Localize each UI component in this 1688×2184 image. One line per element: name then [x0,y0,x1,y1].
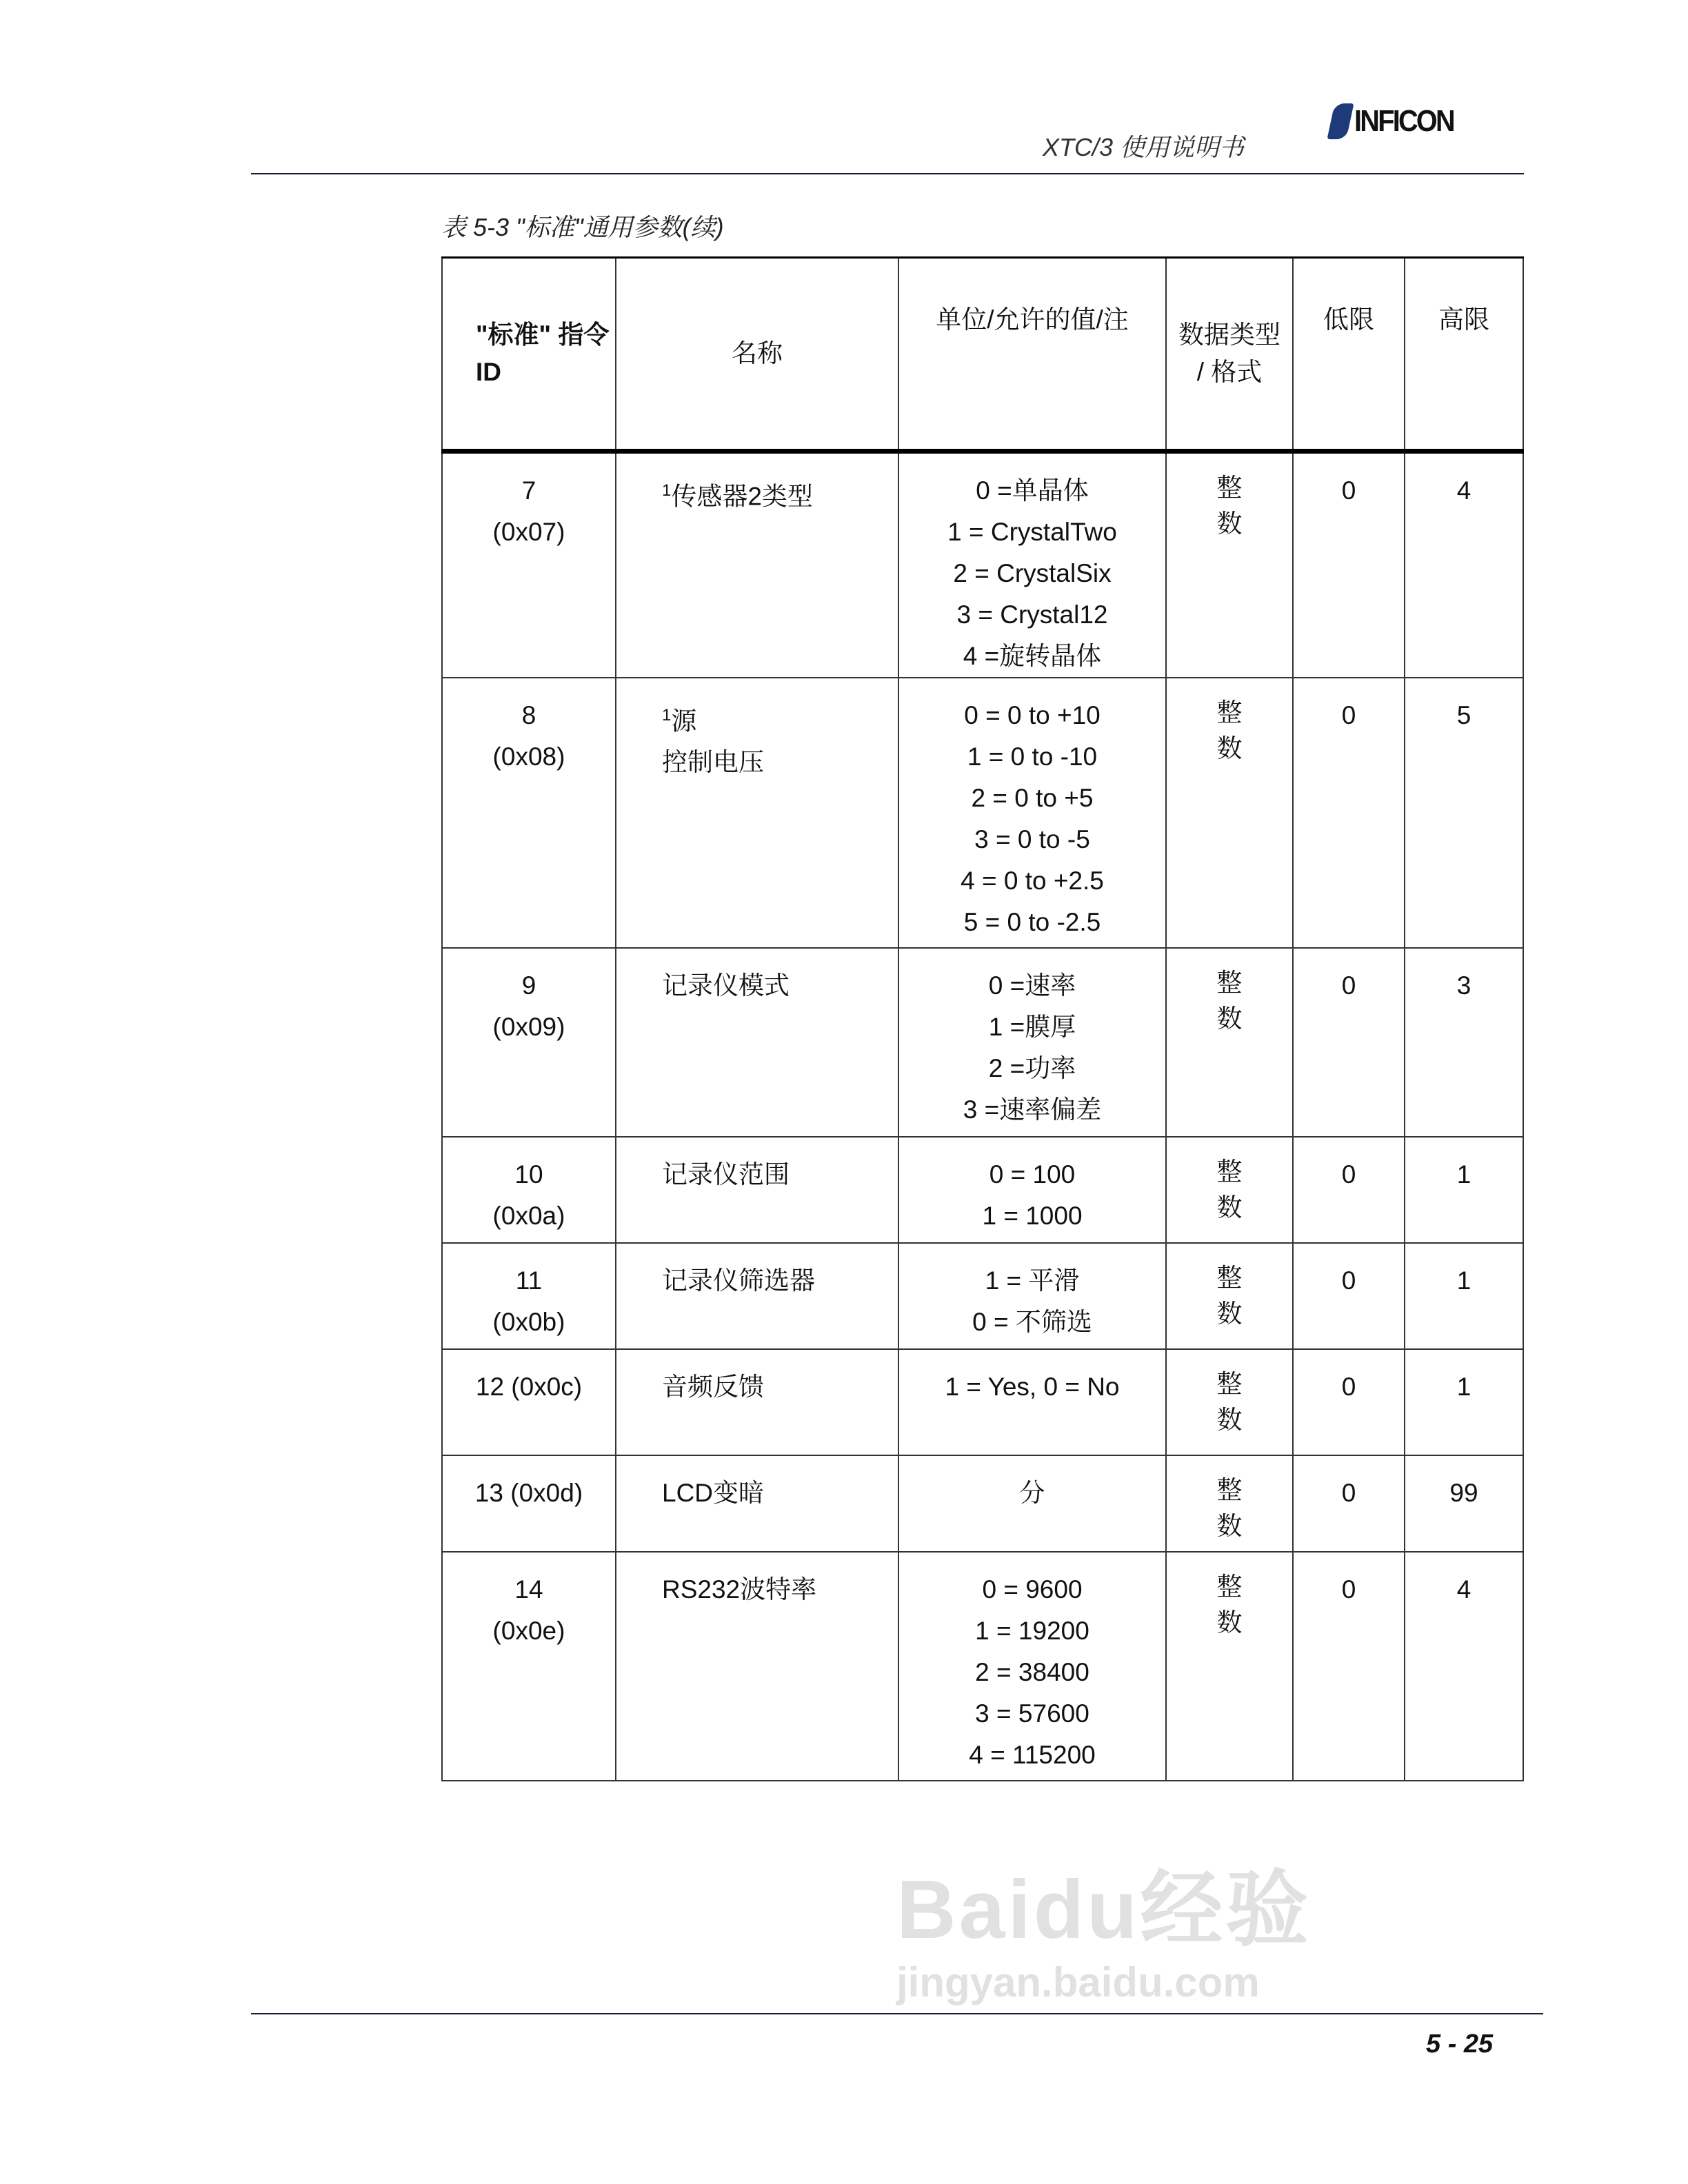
low-limit [1293,1455,1405,1552]
data-type-line: 整 [1216,1157,1243,1186]
data-type-line: 数 [1216,1004,1243,1033]
allowed-values-line: 4 = 115200 [969,1741,1096,1769]
low-limit-line: 0 [1341,1575,1356,1604]
allowed-values-line: 0 = 0 to +10 [964,701,1101,729]
high-limit [1405,1349,1523,1455]
data-type-line: 整 [1216,474,1243,502]
low-limit [1293,1552,1405,1781]
high-limit-line: 1 [1456,1160,1471,1189]
high-limit [1405,1552,1523,1781]
allowed-values-line: 5 = 0 to -2.5 [963,908,1101,936]
data-type-line: 整 [1216,1476,1243,1504]
low-limit-line: 0 [1341,476,1356,505]
table-row [442,1243,1523,1349]
table-row [442,1455,1523,1552]
allowed-values-line: 4 =旋转晶体 [963,642,1102,670]
parameter-name [616,1243,898,1349]
parameter-name-line: 记录仪筛选器 [662,1266,815,1295]
command-id-line: (0x08) [492,742,565,771]
allowed-values-line: 0 =单晶体 [976,476,1089,505]
data-type [1166,948,1293,1137]
allowed-values [898,1455,1166,1552]
baidu-watermark [896,1861,1311,2008]
command-id-line: (0x07) [492,518,565,546]
header-rule [251,173,1524,174]
header-values: 单位/允许的值/注 [898,258,1166,452]
allowed-values-line: 1 = 0 to -10 [967,742,1098,771]
parameters-table [441,256,1524,1781]
data-type [1166,1349,1293,1455]
table-header-row [442,258,1523,452]
command-id-line: (0x0e) [492,1617,565,1645]
data-type [1166,1455,1293,1552]
command-id [442,452,616,678]
command-id-line: (0x09) [492,1013,565,1041]
low-limit-line: 0 [1341,1373,1356,1401]
high-limit-line: 1 [1456,1373,1471,1401]
low-limit [1293,1349,1405,1455]
parameter-name-line: 记录仪模式 [662,971,790,1000]
footnote-marker: 1 [662,481,672,500]
allowed-values-line: 3 =速率偏差 [963,1095,1102,1124]
table-row [442,452,1523,678]
high-limit-line: 4 [1456,1575,1471,1604]
data-type [1166,1552,1293,1781]
low-limit [1293,452,1405,678]
command-id [442,1455,616,1552]
data-type-line: 数 [1216,1193,1243,1222]
parameter-name-line: 音频反馈 [662,1373,764,1401]
low-limit-line: 0 [1341,1266,1356,1295]
allowed-values [898,1349,1166,1455]
data-type [1166,1137,1293,1243]
allowed-values-line: 3 = 0 to -5 [974,825,1090,853]
data-type-line: 数 [1216,1608,1243,1637]
logo-text: INFICON [1354,104,1454,138]
allowed-values-line: 1 = 19200 [975,1617,1089,1645]
command-id-line: (0x0a) [492,1202,565,1230]
table-caption: 表 5-3 "标准"通用参数(续) [441,213,724,241]
allowed-values-line: 3 = 57600 [975,1699,1089,1728]
allowed-values-line: 1 = CrystalTwo [947,518,1117,546]
parameter-name-line: LCD变暗 [662,1479,765,1507]
high-limit-line: 99 [1449,1479,1478,1507]
parameter-name-line: RS232波特率 [662,1575,817,1604]
high-limit [1405,1455,1523,1552]
low-limit-line: 0 [1341,701,1356,729]
parameter-name [616,1137,898,1243]
allowed-values-line: 2 = 38400 [975,1658,1089,1686]
inficon-logo [1331,103,1465,139]
command-id-line: 14 [514,1575,543,1604]
data-type-line: 整 [1216,969,1243,997]
data-type-line: 数 [1216,1406,1243,1434]
allowed-values-line: 2 = CrystalSix [953,559,1112,587]
data-type [1166,1243,1293,1349]
command-id [442,948,616,1137]
command-id-line: 11 [515,1266,543,1295]
name-text: 传感器2类型 [671,482,813,511]
allowed-values-line: 4 = 0 to +2.5 [961,867,1104,895]
command-id [442,678,616,948]
watermark-main: Baidu经验 [896,1863,1312,1956]
data-type-line: 整 [1216,1264,1243,1292]
data-type-line: 数 [1216,1300,1243,1328]
allowed-values-line: 分 [1019,1479,1045,1507]
data-type-line: 数 [1216,509,1243,538]
allowed-values [898,948,1166,1137]
allowed-values-line: 1 =膜厚 [988,1013,1076,1041]
table-row [442,678,1523,948]
allowed-values [898,1243,1166,1349]
header-id: "标准" 指令ID [442,258,616,452]
low-limit-line: 0 [1341,1160,1356,1189]
logo-mark-icon [1327,103,1354,139]
parameter-name [616,1552,898,1781]
parameter-name-line [662,470,892,517]
low-limit [1293,1243,1405,1349]
document-title: XTC/3 使用说明书 [1043,133,1245,161]
high-limit [1405,948,1523,1137]
low-limit-line: 0 [1341,971,1356,1000]
header-type: 数据类型 / 格式 [1166,258,1293,452]
data-type-line: 数 [1216,1512,1243,1540]
parameter-name [616,1455,898,1552]
parameter-name [616,452,898,678]
table-row [442,948,1523,1137]
page-number: 5 - 25 [1426,2030,1494,2059]
high-limit-line: 5 [1456,701,1471,729]
allowed-values-line: 0 = 不筛选 [972,1308,1092,1336]
allowed-values-line: 0 =速率 [988,971,1076,1000]
allowed-values-line: 0 = 100 [989,1160,1076,1189]
high-limit [1405,1243,1523,1349]
command-id-line: (0x0b) [492,1308,565,1336]
allowed-values-line: 1 = 平滑 [985,1266,1080,1295]
header-high: 高限 [1405,258,1523,452]
parameter-name [616,948,898,1137]
low-limit [1293,948,1405,1137]
high-limit [1405,678,1523,948]
command-id [442,1349,616,1455]
command-id-line: 10 [514,1160,543,1189]
low-limit [1293,1137,1405,1243]
command-id-line: 8 [521,701,536,729]
low-limit-line: 0 [1341,1479,1356,1507]
high-limit [1405,1137,1523,1243]
footer-rule [251,2013,1543,2014]
data-type-line: 整 [1216,1370,1243,1398]
command-id-line: 12 (0x0c) [475,1373,583,1401]
command-id-line: 7 [521,476,536,505]
parameter-name-line: 记录仪范围 [662,1160,790,1189]
data-type-line: 整 [1216,698,1243,727]
data-type [1166,678,1293,948]
parameter-name-line [662,695,892,742]
allowed-values-line: 1 = 1000 [982,1202,1083,1230]
allowed-values-line: 2 =功率 [988,1054,1076,1082]
parameter-name [616,1349,898,1455]
high-limit-line: 3 [1456,971,1471,1000]
command-id [442,1137,616,1243]
data-type [1166,452,1293,678]
header-name: 名称 [616,258,898,452]
high-limit-line: 1 [1456,1266,1471,1295]
table-row [442,1137,1523,1243]
command-id-line: 13 (0x0d) [474,1479,583,1507]
allowed-values-line: 2 = 0 to +5 [971,784,1094,812]
allowed-values-line: 0 = 9600 [982,1575,1083,1604]
low-limit [1293,678,1405,948]
allowed-values [898,452,1166,678]
table-row [442,1552,1523,1781]
table-row [442,1349,1523,1455]
allowed-values-line: 1 = Yes, 0 = No [945,1373,1120,1401]
command-id [442,1243,616,1349]
high-limit-line: 4 [1456,476,1471,505]
command-id-line: 9 [521,971,536,1000]
name-text: 源 [671,707,697,736]
data-type-line: 整 [1216,1573,1243,1601]
allowed-values [898,1552,1166,1781]
header-low: 低限 [1293,258,1405,452]
parameter-name-line: 控制电压 [662,748,764,777]
footnote-marker: 1 [662,706,672,725]
parameter-name [616,678,898,948]
high-limit [1405,452,1523,678]
data-type-line: 数 [1216,734,1243,762]
allowed-values [898,678,1166,948]
command-id [442,1552,616,1781]
allowed-values-line: 3 = Crystal12 [956,600,1108,629]
watermark-url: jingyan.baidu.com [896,1959,1260,2005]
allowed-values [898,1137,1166,1243]
